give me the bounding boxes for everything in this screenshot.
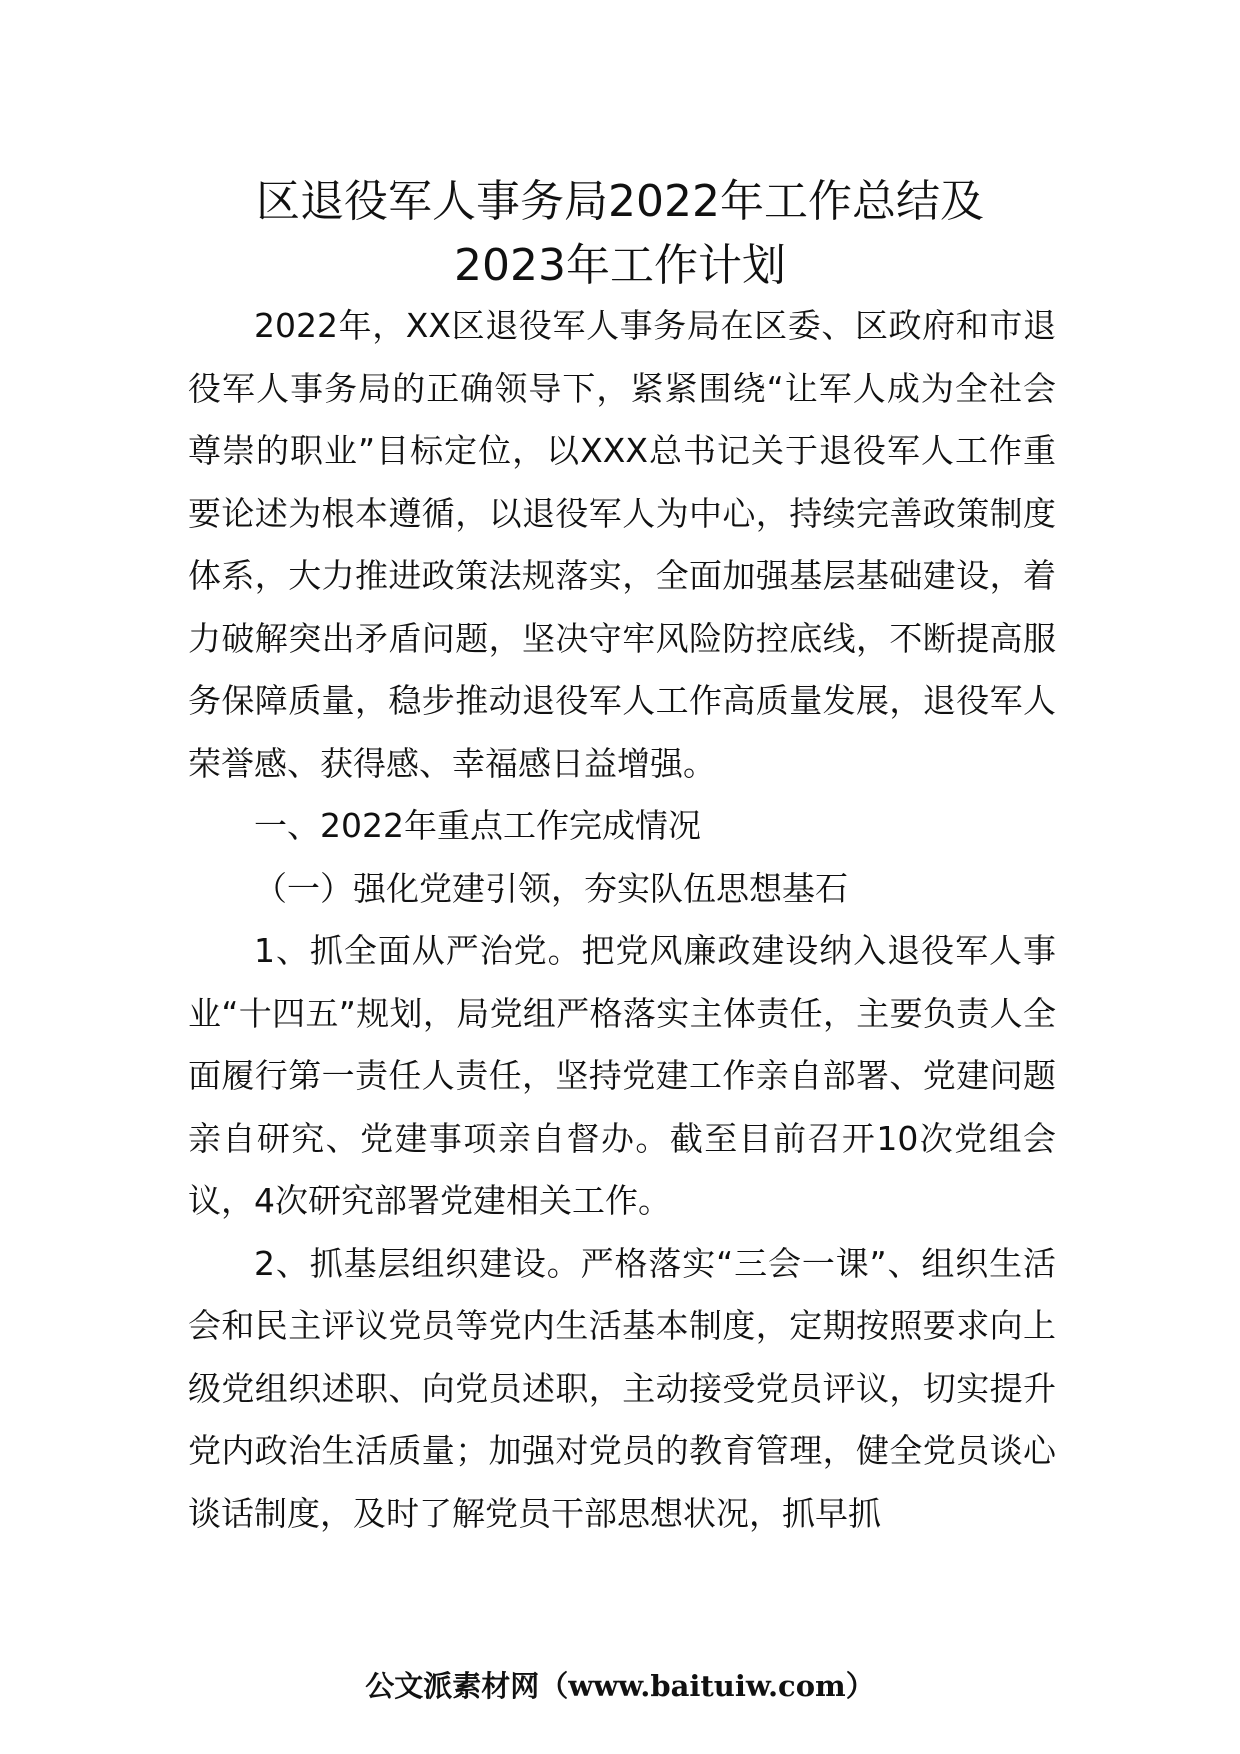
section-heading-1: 一、2022年重点工作完成情况 bbox=[254, 806, 701, 845]
document-body bbox=[188, 295, 1056, 1545]
document-title-line-1: 区退役军人事务局2022年工作总结及 bbox=[256, 176, 984, 227]
subsection-heading-1: （一）强化党建引领，夯实队伍思想基石 bbox=[254, 868, 848, 908]
item-paragraph-1: 1、抓全面从严治党。把党风廉政建设纳入退役军人事业“十四五”规划，局党组严格落实主体责任，主要负责人全面履行第一责任人责任，坚持党建工作亲自部署、党建问题亲自研究、党建事项亲自督办。截至目前召开10次党组会议，4次研究部署党建相关工作。 bbox=[188, 931, 1056, 1220]
document-title-line-2: 2023年工作计划 bbox=[454, 240, 786, 291]
footer-watermark: 公文派素材网（www.baituiw.com） bbox=[365, 1669, 875, 1703]
intro-paragraph: 2022年，XX区退役军人事务局在区委、区政府和市退役军人事务局的正确领导下，紧紧围绕“让军人成为全社会尊崇的职业”目标定位，以XXX总书记关于退役军人工作重要论述为根本遵循，以退役军人为中心，持续完善政策制度体系，大力推进政策法规落实，全面加强基层基础建设，着力破解突出矛盾问题，坚决守牢风险防控底线，不断提高服务保障质量，稳步推动退役军人工作高质量发展，退役军人荣誉感、获得感、幸福感日益增强。 bbox=[188, 306, 1056, 783]
item-paragraph-2: 2、抓基层组织建设。严格落实“三会一课”、组织生活会和民主评议党员等党内生活基本制度，定期按照要求向上级党组织述职、向党员述职，主动接受党员评议，切实提升党内政治生活质量；加强对党员的教育管理，健全党员谈心谈话制度，及时了解党员干部思想状况，抓早抓 bbox=[188, 1243, 1056, 1533]
